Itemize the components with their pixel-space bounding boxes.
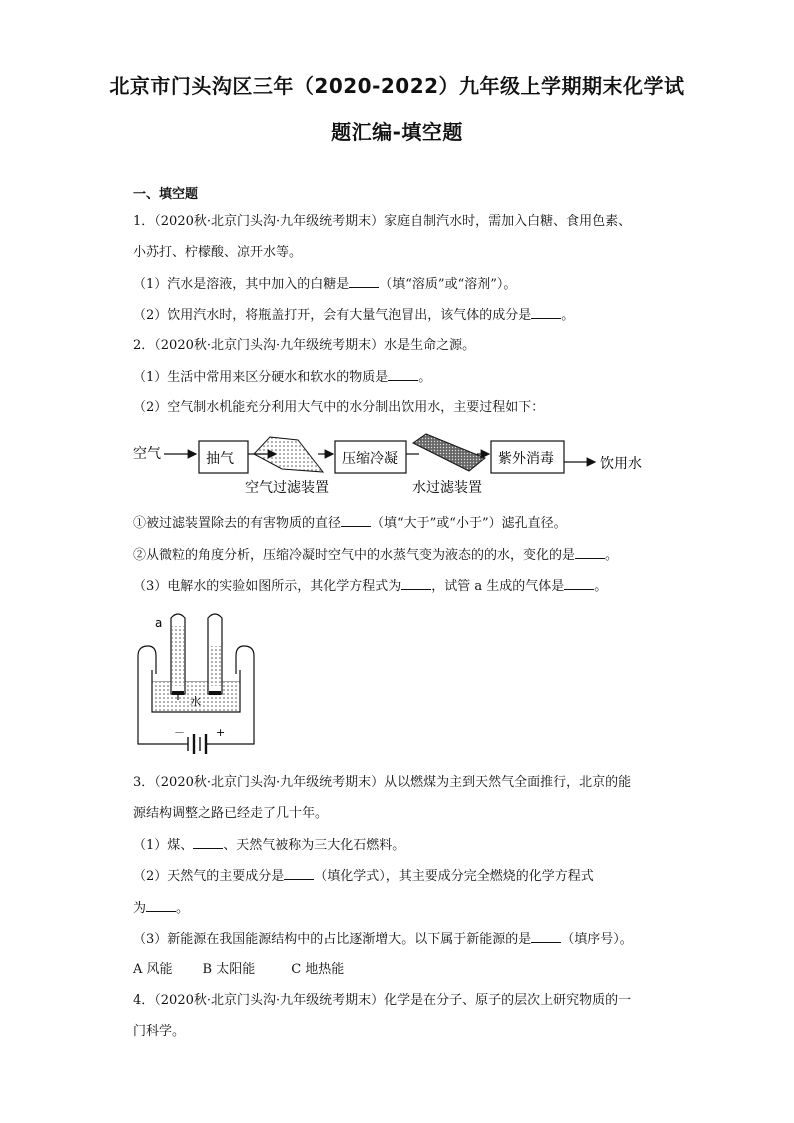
document-title-line1: 北京市门头沟区三年（2020-2022）九年级上学期期末化学试 <box>109 74 685 98</box>
q2-sub2-tail: 。 <box>605 548 619 563</box>
option-a: A 风能 <box>133 962 173 977</box>
q4-stem-line2: 门科学。 <box>133 1024 186 1039</box>
q1-part2-text: （2）饮用汽水时，将瓶盖打开，会有大量气泡冒出，该气体的成分是 <box>133 308 532 323</box>
water-filter-icon <box>413 434 485 471</box>
water-label: 水 <box>190 695 201 708</box>
battery-minus-label: － <box>174 726 185 739</box>
q1-part2 <box>133 306 574 325</box>
tube-b-gas <box>209 646 221 686</box>
q1-stem-line2: 小苏打、柠檬酸、凉开水等。 <box>133 245 303 260</box>
q3-part2 <box>133 867 594 886</box>
answer-blank[interactable] <box>146 899 176 912</box>
water-filter-label: 水过滤装置 <box>412 480 482 496</box>
q3-part2-text: （2）天然气的主要成分是 <box>133 869 285 884</box>
q2-part3-text: （3）电解水的实验如图所示，其化学方程式为 <box>133 579 402 594</box>
answer-blank[interactable] <box>341 514 371 527</box>
answer-blank[interactable] <box>531 306 561 319</box>
answer-blank[interactable] <box>531 930 561 943</box>
air-filter-label: 空气过滤装置 <box>245 480 329 496</box>
option-b: B 太阳能 <box>202 962 256 977</box>
q3-part2-mid: （填化学式），其主要成分完全燃烧的化学方程式 <box>314 869 594 884</box>
flow-input-label: 空气 <box>133 446 161 462</box>
q1-part1-text: （1）汽水是溶液，其中加入的白糖是 <box>133 277 350 292</box>
q1-part1 <box>133 275 516 294</box>
q3-part1-tail: 、天然气被称为三大化石燃料。 <box>223 838 406 853</box>
q3-part3-text: （3）新能源在我国能源结构中的占比逐渐增大。以下属于新能源的是 <box>133 932 532 947</box>
q2-part2: （2）空气制水机能充分利用大气中的水分制出饮用水，主要过程如下： <box>133 400 545 415</box>
electrode-right <box>209 691 221 695</box>
tube-a-gas <box>172 626 184 686</box>
answer-blank[interactable] <box>564 577 594 590</box>
document-title-line2: 题汇编-填空题 <box>331 120 463 144</box>
flow-box-condense-label: 压缩冷凝 <box>342 451 398 467</box>
q2-stem: 2．（2020秋·北京门头沟·九年级统考期末）水是生命之源。 <box>133 338 476 353</box>
tube-a-label: a <box>155 616 163 630</box>
q3-part2-cont-tail: 。 <box>176 901 190 916</box>
q2-sub2-text: ②从微粒的角度分析，压缩冷凝时空气中的水蒸气变为液态的的水，变化的是 <box>133 548 576 563</box>
option-c: C 地热能 <box>291 962 345 977</box>
answer-blank[interactable] <box>349 275 379 288</box>
q1-part2-tail: 。 <box>561 308 575 323</box>
battery-plus-label: + <box>216 726 226 739</box>
q2-sub1-tail: （填“大于”或“小于”）滤孔直径。 <box>371 516 567 531</box>
q2-sub1-text: ①被过滤装置除去的有害物质的直径 <box>133 516 342 531</box>
answer-blank[interactable] <box>401 577 431 590</box>
q2-part3-mid: ，试管 a 生成的气体是 <box>431 579 565 594</box>
q3-part3 <box>133 930 633 949</box>
q2-sub2 <box>133 546 618 565</box>
answer-blank[interactable] <box>193 836 223 849</box>
answer-blank[interactable] <box>284 867 314 880</box>
answer-blank[interactable] <box>575 546 605 559</box>
water-maker-flow-diagram <box>130 428 670 500</box>
flow-box-uv-label: 紫外消毒 <box>498 451 554 467</box>
wire-left-hook <box>148 646 156 674</box>
flow-output-label: 饮用水 <box>600 456 642 472</box>
q3-stem-line1: 3．（2020秋·北京门头沟·九年级统考期末）从以燃煤为主到天然气全面推行，北京的能 <box>133 775 632 790</box>
q3-part1 <box>133 836 405 855</box>
q1-stem-line1: 1．（2020秋·北京门头沟·九年级统考期末）家庭自制汽水时，需加入白糖、食用色素、 <box>133 214 632 229</box>
electrolysis-apparatus-figure <box>134 604 264 754</box>
q1-part1-tail: （填“溶质”或“溶剂”）。 <box>379 277 517 292</box>
q3-part2-cont-text: 为 <box>133 901 147 916</box>
q2-part1-tail: 。 <box>418 370 432 385</box>
flow-box-extract-label: 抽气 <box>206 451 234 467</box>
section-heading: 一、填空题 <box>133 187 199 202</box>
q3-options <box>133 961 344 979</box>
q2-part1-text: （1）生活中常用来区分硬水和软水的物质是 <box>133 370 389 385</box>
answer-blank[interactable] <box>388 368 418 381</box>
q4-stem-line1: 4．（2020秋·北京门头沟·九年级统考期末）化学是在分子、原子的层次上研究物质的一 <box>133 993 632 1008</box>
q2-part3 <box>133 577 607 596</box>
q2-part1 <box>133 368 431 387</box>
wire-right-hook <box>236 646 244 674</box>
q2-part3-tail: 。 <box>594 579 608 594</box>
q3-part1-text: （1）煤、 <box>133 838 194 853</box>
q3-part3-tail: （填序号）。 <box>561 932 633 947</box>
q3-part2-cont <box>133 899 189 918</box>
q3-stem-line2: 源结构调整之路已经走了几十年。 <box>133 806 329 821</box>
q2-sub1 <box>133 514 567 533</box>
